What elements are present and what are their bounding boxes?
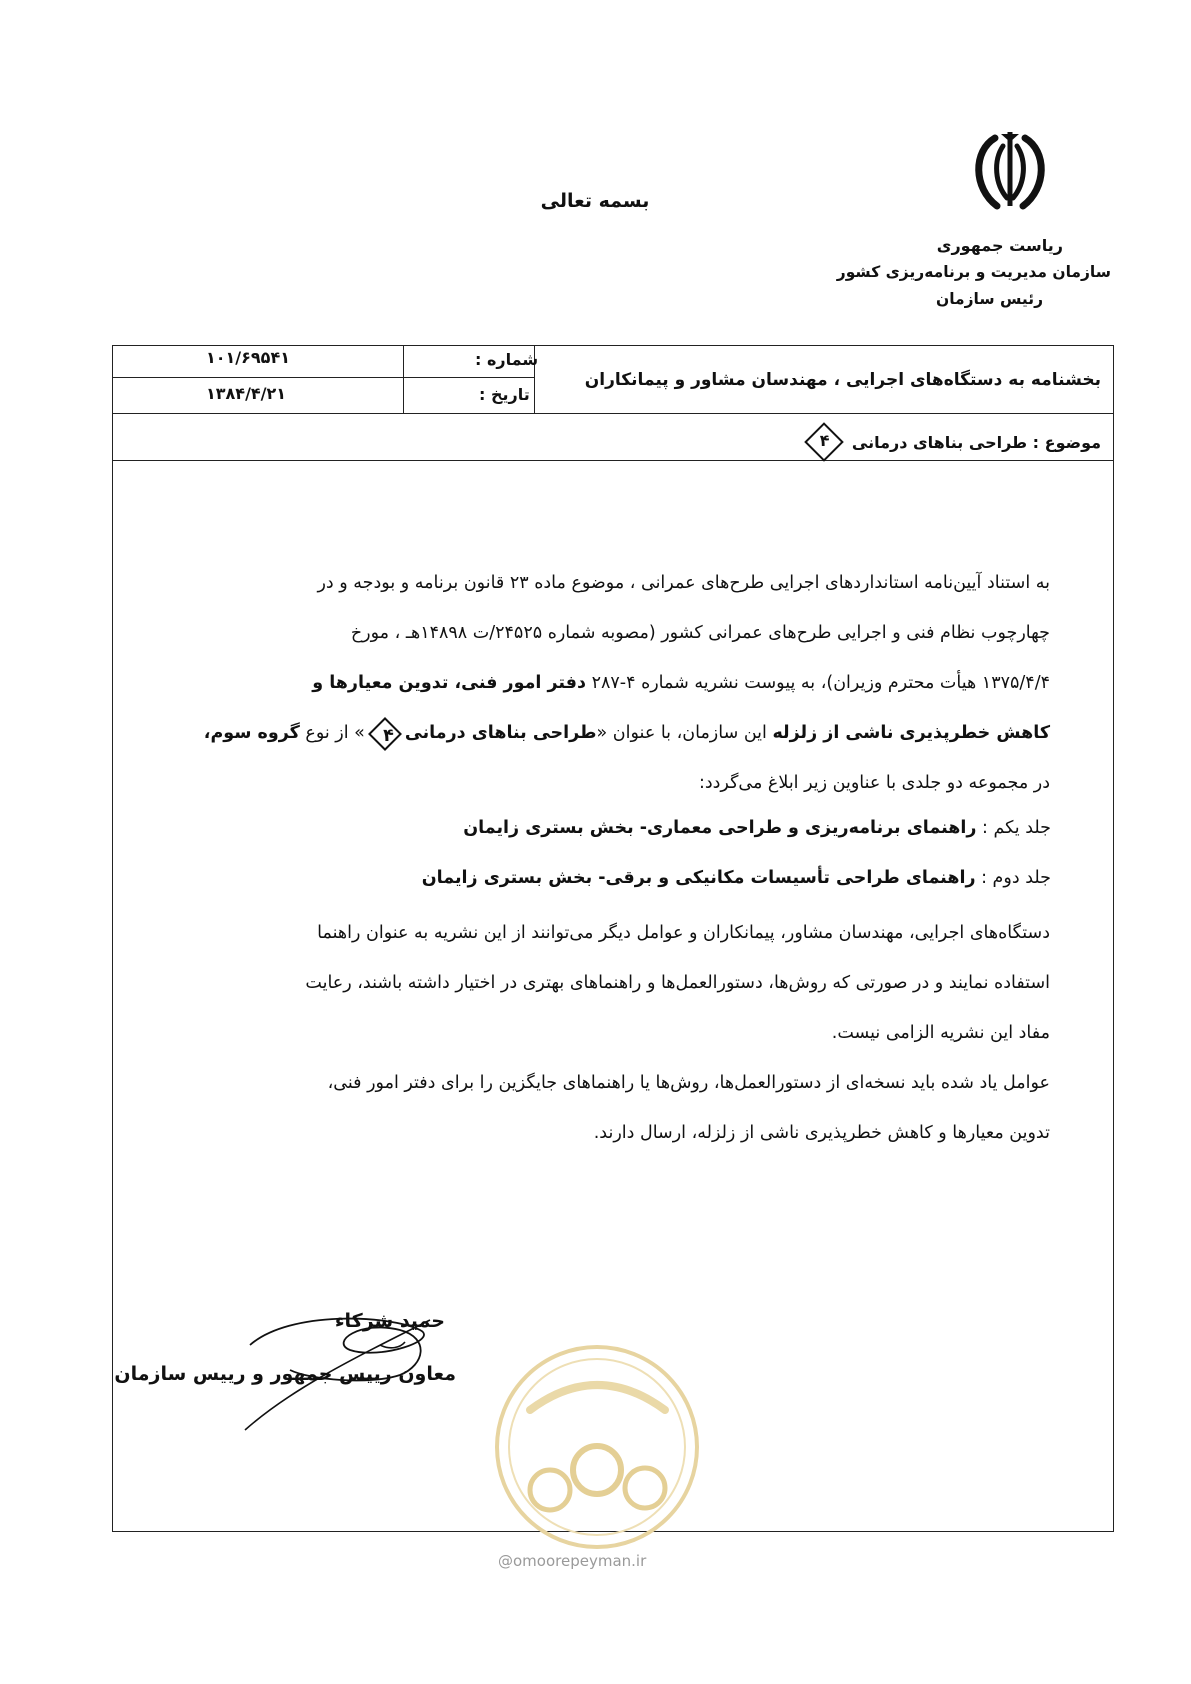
date-value: ۱۳۸۴/۴/۲۱ xyxy=(206,384,287,403)
volume-2 xyxy=(422,868,1051,888)
p3-line-2: تدوین معیارها و کاهش خطرپذیری ناشی از زلزله، ارسال دارند. xyxy=(593,1123,1050,1143)
volume-1 xyxy=(463,818,1051,838)
recipient-line: بخشنامه به دستگاه‌های اجرایی ، مهندسان مشاور و پیمانکاران xyxy=(584,370,1101,390)
volume-1-title: راهنمای برنامه‌ریزی و طراحی معماری- بخش بستری زایمان xyxy=(463,818,977,838)
subject-badge: ۴ xyxy=(804,422,844,462)
basmala: بسمه تعالی xyxy=(540,190,650,212)
title-badge: ۴ xyxy=(368,717,402,751)
subject-text: موضوع : طراحی بناهای درمانی xyxy=(851,432,1101,452)
p1-line-4e: گروه سوم، xyxy=(203,723,300,743)
p1-line-3b: دفتر امور فنی، تدوین معیارها و xyxy=(312,673,586,693)
number-value: ۱۰۱/۶۹۵۴۱ xyxy=(206,348,290,367)
watermark: @omoorepeyman.ir xyxy=(498,1552,647,1570)
iran-emblem-icon xyxy=(965,126,1055,216)
p1-line-4c: طراحی بناهای درمانی xyxy=(404,723,597,743)
omoor-peyman-seal xyxy=(490,1340,705,1555)
p1-line-3 xyxy=(184,658,1050,708)
p1-line-4b: این سازمان، با عنوان « xyxy=(596,723,773,743)
p1-line-3a: ۱۳۷۵/۴/۴ هیأت محترم وزیران)، به پیوست نشریه شماره ۴-۲۸۷ xyxy=(585,673,1050,693)
p1-line-4d: » از نوع xyxy=(299,723,365,743)
paragraph-3 xyxy=(184,1058,1050,1158)
p2-line-2: استفاده نمایند و در صورتی که روش‌ها، دستورالعمل‌ها و راهنماهای بهتری در اختیار داشته باشند، رعایت xyxy=(305,973,1050,993)
org-name: سازمان مدیریت و برنامه‌ریزی کشور xyxy=(836,263,1111,281)
volume-1-label: جلد یکم : xyxy=(976,818,1051,838)
paragraph-1 xyxy=(184,558,1050,808)
org-head: رئیس سازمان xyxy=(935,290,1043,308)
p2-line-3: مفاد این نشریه الزامی نیست. xyxy=(831,1023,1050,1043)
p1-line-1: به استناد آیین‌نامه استانداردهای اجرایی طرح‌های عمرانی ، موضوع ماده ۲۳ قانون برنامه و بودجه و در xyxy=(317,573,1050,593)
p1-line-4 xyxy=(184,708,1050,758)
p1-line-2: چهارچوب نظام فنی و اجرایی طرح‌های عمرانی کشور (مصوبه شماره ۲۴۵۲۵/ت ۱۴۸۹۸هـ ، مورخ xyxy=(350,623,1050,643)
volume-2-title: راهنمای طراحی تأسیسات مکانیکی و برقی- بخش بستری زایمان xyxy=(421,868,976,888)
volume-2-label: جلد دوم : xyxy=(975,868,1051,888)
date-label: تاریخ : xyxy=(479,385,530,404)
number-label: شماره : xyxy=(475,350,539,369)
paragraph-2 xyxy=(184,908,1050,1058)
subject-line xyxy=(810,428,1101,456)
signatory-name: حمید شرکاء xyxy=(334,1310,445,1332)
p1-line-4a: کاهش خطرپذیری ناشی از زلزله xyxy=(772,723,1050,743)
p3-line-1: عوامل یاد شده باید نسخه‌ای از دستورالعمل‌ها، روش‌ها یا راهنماهای جایگزین را برای دفتر امور فنی، xyxy=(327,1073,1050,1093)
p2-line-1: دستگاه‌های اجرایی، مهندسان مشاور، پیمانکاران و عوامل دیگر می‌توانند از این نشریه به عنوان راهنما xyxy=(317,923,1050,943)
org-presidency: ریاست جمهوری xyxy=(936,236,1063,255)
signatory-title: معاون رییس جمهور و رییس سازمان xyxy=(114,1363,456,1385)
p1-line-5: در مجموعه دو جلدی با عناوین زیر ابلاغ می‌گردد: xyxy=(698,773,1050,793)
